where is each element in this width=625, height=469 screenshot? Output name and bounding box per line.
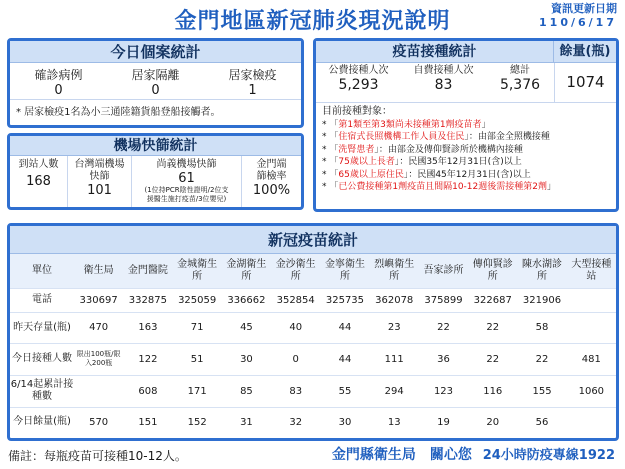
target-item: * 「75歲以上長者」：民國35年12月31日(含)以上 <box>322 157 522 167</box>
unit-header: 金門醫院 <box>123 254 172 288</box>
table-cell: 限出100瓶/限入200瓶 <box>74 343 123 375</box>
row-label: 電話 <box>10 288 74 312</box>
unit-header: 烈嶼衛生所 <box>370 254 419 288</box>
table-cell: 30 <box>222 343 271 375</box>
unit-header: 金湖衛生所 <box>222 254 271 288</box>
target-item-text: 已公費接種第1劑疫苗且間隔10-12週後需接種第2劑 <box>338 182 547 192</box>
row-label: 今日餘量(瓶) <box>10 407 74 437</box>
table-cell: 51 <box>173 343 222 375</box>
total-label: 總計 <box>510 65 530 76</box>
table-cell: 481 <box>567 343 616 375</box>
table-cell: 322687 <box>468 288 517 312</box>
table-cell: 40 <box>271 312 320 343</box>
target-item-text: 65歲以上原住民 <box>338 169 404 180</box>
rapid-panel <box>7 133 304 210</box>
rate-value: 100% <box>252 183 291 198</box>
vaccine-targets <box>316 103 616 197</box>
table-cell <box>567 288 616 312</box>
table-cell: 116 <box>468 375 517 407</box>
table-cell: 123 <box>419 375 468 407</box>
table-cell: 56 <box>517 407 566 437</box>
taiwan-value: 101 <box>87 183 112 198</box>
table-cell: 23 <box>370 312 419 343</box>
table-cell: 58 <box>517 312 566 343</box>
self-value: 83 <box>434 77 453 93</box>
update-info <box>539 2 617 30</box>
table-cell <box>567 407 616 437</box>
cases-title: 今日個案統計 <box>10 41 301 63</box>
footer-banner <box>332 444 615 464</box>
table-cell: 325735 <box>320 288 369 312</box>
target-item-suffix: 」：由部金全照機接種 <box>464 132 550 142</box>
stats-title: 新冠疫苗統計 <box>10 226 616 254</box>
table-cell: 45 <box>222 312 271 343</box>
table-cell: 85 <box>222 375 271 407</box>
footnote: 備註：每瓶疫苗可接種10-12人。 <box>8 449 187 463</box>
table-cell: 325059 <box>173 288 222 312</box>
stats-header-row <box>10 254 616 288</box>
target-item-suffix: 」 <box>481 119 491 130</box>
table-cell: 155 <box>517 375 566 407</box>
total-cell <box>486 63 554 102</box>
table-cell: 111 <box>370 343 419 375</box>
target-item-text: 第1類至第3類尚未接種第1劑疫苗者 <box>338 119 482 130</box>
table-cell: 20 <box>468 407 517 437</box>
isolation-cell <box>107 63 204 99</box>
isolation-label: 居家隔離 <box>131 68 180 82</box>
table-cell: 122 <box>123 343 172 375</box>
table-cell: 171 <box>173 375 222 407</box>
table-cell: 375899 <box>419 288 468 312</box>
table-cell: 31 <box>222 407 271 437</box>
target-item: * 「住宿式長照機構工作人員及住民」：由部金全照機接種 <box>322 132 550 142</box>
table-cell: 321906 <box>517 288 566 312</box>
quarantine-value: 1 <box>248 83 257 98</box>
table-cell: 1060 <box>567 375 616 407</box>
unit-header: 傳仰賢診所 <box>468 254 517 288</box>
target-item-suffix: 」 <box>546 182 556 192</box>
taiwan-label-1: 台灣端機場 <box>74 159 125 170</box>
stats-panel <box>7 223 619 441</box>
table-cell: 152 <box>173 407 222 437</box>
table-cell: 83 <box>271 375 320 407</box>
kinmen-note-1: (1位持PCR陰性證明/2位支 <box>144 186 229 194</box>
page-title: 金門地區新冠肺炎現況說明 <box>174 9 451 34</box>
target-item-text: 洗腎患者 <box>338 144 375 155</box>
taiwan-label-2: 快篩 <box>89 171 110 182</box>
target-item: * 「65歲以上原住民」：民國45年12月31日(含)以上 <box>322 169 531 180</box>
table-cell: 22 <box>517 343 566 375</box>
table-cell <box>74 375 123 407</box>
table-cell: 36 <box>419 343 468 375</box>
self-label: 自費接種人次 <box>413 65 474 76</box>
table-cell: 22 <box>419 312 468 343</box>
footer-slogan: 金門縣衛生局 關心您 <box>331 447 472 463</box>
unit-header: 陳水湖診所 <box>517 254 566 288</box>
unit-header: 金寧衛生所 <box>320 254 369 288</box>
total-value: 5,376 <box>499 77 541 93</box>
table-cell: 163 <box>123 312 172 343</box>
taiwan-cell <box>68 156 132 207</box>
row-label: 今日接種人數 <box>10 343 74 375</box>
table-cell <box>567 312 616 343</box>
target-item: * 「第1類至第3類尚未接種第1劑疫苗者」 <box>322 119 491 130</box>
targets-title: 目前接種對象： <box>322 106 392 117</box>
arrivals-value: 168 <box>26 174 51 189</box>
table-cell: 55 <box>320 375 369 407</box>
rate-cell <box>242 156 301 207</box>
table-cell: 362078 <box>370 288 419 312</box>
table-cell: 330697 <box>74 288 123 312</box>
table-cell: 0 <box>271 343 320 375</box>
table-row <box>10 375 616 407</box>
row-label: 昨天存量(瓶) <box>10 312 74 343</box>
table-cell: 332875 <box>123 288 172 312</box>
quarantine-label: 居家檢疫 <box>228 68 277 82</box>
rapid-title: 機場快篩統計 <box>10 136 301 156</box>
table-cell: 44 <box>320 312 369 343</box>
rate-label-1: 金門端 <box>256 159 287 170</box>
target-item-suffix: 」：民國35年12月31日(含)以上 <box>394 157 522 167</box>
table-cell: 30 <box>320 407 369 437</box>
update-date: 110/6/17 <box>539 16 617 29</box>
quarantine-cell <box>204 63 301 99</box>
table-cell: 151 <box>123 407 172 437</box>
table-cell: 336662 <box>222 288 271 312</box>
public-label: 公費接種人次 <box>328 65 389 76</box>
stats-table <box>10 254 616 437</box>
vaccine-counts <box>316 63 616 103</box>
kinmen-cell <box>132 156 242 207</box>
cases-note: * 居家檢疫1名為小三通陸籍貨船登船接觸者。 <box>10 99 301 121</box>
unit-label: 單位 <box>10 254 74 288</box>
cases-panel <box>7 38 304 128</box>
table-cell: 19 <box>419 407 468 437</box>
kinmen-note-2: 援醫生施打疫苗/3位嬰兒) <box>146 195 227 203</box>
self-cell <box>401 63 486 102</box>
public-cell <box>316 63 401 102</box>
table-cell: 22 <box>468 343 517 375</box>
unit-header: 大型接種站 <box>567 254 616 288</box>
table-cell: 32 <box>271 407 320 437</box>
confirmed-cell <box>10 63 107 99</box>
target-item: * 「已公費接種第1劑疫苗且間隔10-12週後需接種第2劑」 <box>322 182 556 192</box>
table-cell: 352854 <box>271 288 320 312</box>
table-row <box>10 407 616 437</box>
isolation-value: 0 <box>151 83 160 98</box>
unit-header: 金沙衛生所 <box>271 254 320 288</box>
vaccine-header <box>316 41 616 63</box>
table-cell: 470 <box>74 312 123 343</box>
update-label: 資訊更新日期 <box>551 2 617 15</box>
target-item-text: 75歲以上長者 <box>338 157 395 167</box>
rate-label-2: 篩檢率 <box>256 171 287 182</box>
table-cell: 22 <box>468 312 517 343</box>
remaining-title: 餘量(瓶) <box>554 41 616 63</box>
table-cell: 608 <box>123 375 172 407</box>
table-row <box>10 343 616 375</box>
confirmed-label: 確診病例 <box>34 68 83 82</box>
target-item-text: 住宿式長照機構工作人員及住民 <box>338 132 465 142</box>
arrivals-cell <box>10 156 68 207</box>
target-item-suffix: 」：民國45年12月31日(含)以上 <box>403 169 531 180</box>
table-cell: 71 <box>173 312 222 343</box>
cases-stats <box>10 63 301 99</box>
table-row <box>10 312 616 343</box>
vaccine-panel <box>313 38 619 212</box>
rapid-stats <box>10 156 301 207</box>
target-item: * 「洗腎患者」：由部金及傳仰賢診所於機構內接種 <box>322 144 523 155</box>
public-value: 5,293 <box>338 77 379 93</box>
unit-header: 衛生局 <box>74 254 123 288</box>
vaccine-title: 疫苗接種統計 <box>316 41 554 63</box>
kinmen-value: 61 <box>178 171 195 186</box>
arrivals-label: 到站人數 <box>18 159 59 170</box>
unit-header: 金城衛生所 <box>173 254 222 288</box>
table-cell: 13 <box>370 407 419 437</box>
table-cell: 44 <box>320 343 369 375</box>
remaining-value: 1074 <box>554 63 616 102</box>
table-cell: 570 <box>74 407 123 437</box>
footer-hotline: 24小時防疫專線1922 <box>482 448 615 463</box>
table-row <box>10 288 616 312</box>
kinmen-label: 尚義機場快篩 <box>156 159 217 170</box>
unit-header: 吾家診所 <box>419 254 468 288</box>
target-item-suffix: 」：由部金及傳仰賢診所於機構內接種 <box>374 144 523 155</box>
row-label: 6/14起累計接種數 <box>10 375 74 407</box>
table-cell: 294 <box>370 375 419 407</box>
confirmed-value: 0 <box>54 83 63 98</box>
